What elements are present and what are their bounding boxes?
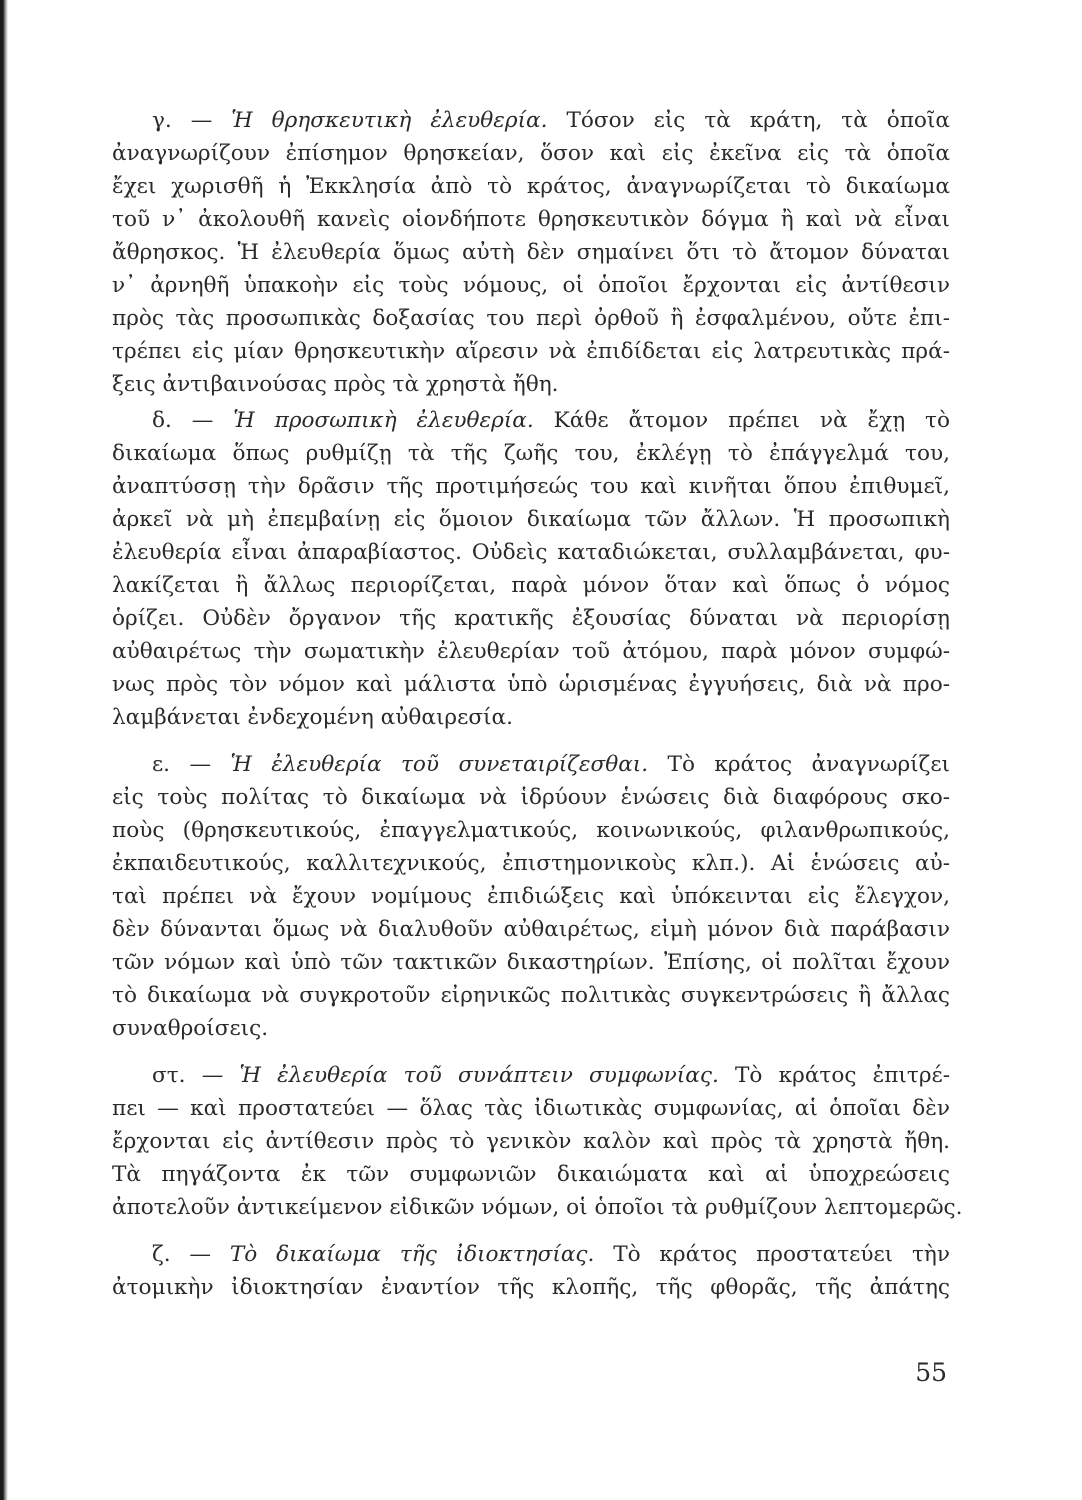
text-line: ἀναγνωρίζουν ἐπίσημον θρησκείαν, ὅσον καὶ εἰς ἐκεῖνα εἰς τὰ ὁποῖα	[112, 141, 950, 166]
section-heading: Τὸ δικαίωμα τῆς ἰδιοκτησίας.	[229, 1242, 595, 1267]
text-line: ἀναπτύσσῃ τὴν δρᾶσιν τῆς προτιμήσεώς του καὶ κινῆται ὅπου ἐπιθυμεῖ,	[112, 474, 950, 499]
text-line: τοῦ ν᾽ ἀκολουθῆ κανεὶς οἱονδήποτε θρησκευτικὸν δόγμα ἢ καὶ νὰ εἶναι	[112, 207, 950, 232]
heading-prefix: γ. —	[152, 108, 232, 133]
section-heading: Ἡ θρησκευτικὴ ἐλευθερία.	[231, 108, 548, 133]
text-line: ἐλευθερία εἶναι ἀπαραβίαστος. Οὐδεὶς καταδιώκεται, συλλαμβάνεται, φυ-	[112, 540, 950, 565]
page-number: 55	[915, 1358, 947, 1387]
heading-prefix: ε. —	[152, 752, 231, 777]
paragraph-epsilon	[112, 748, 950, 1045]
text-line: δὲν δύνανται ὅμως νὰ διαλυθοῦν αὐθαιρέτως, εἰμὴ μόνον διὰ παράβασιν	[112, 917, 950, 942]
paragraph-delta	[112, 404, 950, 734]
text-line: συναθροίσεις.	[112, 1016, 269, 1041]
heading-prefix: ζ. —	[152, 1242, 230, 1267]
text-line: ὁρίζει. Οὐδὲν ὄργανον τῆς κρατικῆς ἐξουσίας δύναται νὰ περιορίσῃ	[112, 606, 950, 631]
page-body	[112, 104, 963, 1304]
text-line: ν᾽ ἀρνηθῆ ὑπακοὴν εἰς τοὺς νόμους, οἱ ὁποῖοι ἔρχονται εἰς ἀντίθεσιν	[112, 273, 950, 298]
text-line: λαμβάνεται ἐνδεχομένη αὐθαιρεσία.	[112, 705, 513, 730]
paragraph-heading-line	[112, 748, 950, 781]
page-binding-edge	[0, 0, 8, 1500]
text-line: τρέπει εἰς μίαν θρησκευτικὴν αἵρεσιν νὰ ἐπιδίδεται εἰς λατρευτικὰς πρά-	[112, 339, 950, 364]
text-line: λακίζεται ἢ ἄλλως περιορίζεται, παρὰ μόνον ὅταν καὶ ὅπως ὁ νόμος	[112, 573, 950, 598]
paragraph-stigma	[112, 1059, 963, 1224]
text-line: εἰς τοὺς πολίτας τὸ δικαίωμα νὰ ἱδρύουν ἑνώσεις διὰ διαφόρους σκο-	[112, 785, 950, 810]
text-line: πρὸς τὰς προσωπικὰς δοξασίας του περὶ ὀρθοῦ ἢ ἐσφαλμένου, οὔτε ἐπι-	[112, 306, 950, 331]
heading-rest: Τὸ κράτος ἀναγνωρίζει	[648, 752, 950, 777]
heading-rest: Κάθε ἄτομον πρέπει νὰ ἔχῃ τὸ	[533, 408, 950, 433]
text-line: ἀρκεῖ νὰ μὴ ἐπεμβαίνῃ εἰς ὅμοιον δικαίωμα τῶν ἄλλων. Ἡ προσωπικὴ	[112, 507, 950, 532]
section-heading: Ἡ ἐλευθερία τοῦ συνάπτειν συμφωνίας.	[239, 1063, 719, 1088]
heading-prefix: δ. —	[152, 408, 234, 433]
heading-rest: Τὸ κράτος ἐπιτρέ-	[718, 1063, 951, 1088]
heading-rest: Τὸ κράτος προστατεύει τὴν	[594, 1242, 950, 1267]
text-line: ταὶ πρέπει νὰ ἔχουν νομίμους ἐπιδιώξεις καὶ ὑπόκεινται εἰς ἔλεγχον,	[112, 884, 950, 909]
text-line: ἄθρησκος. Ἡ ἐλευθερία ὅμως αὐτὴ δὲν σημαίνει ὅτι τὸ ἄτομον δύναται	[112, 240, 950, 265]
text-line: Τὰ πηγάζοντα ἐκ τῶν συμφωνιῶν δικαιώματα καὶ αἱ ὑποχρεώσεις	[112, 1162, 950, 1187]
heading-rest: Τόσον εἰς τὰ κράτη, τὰ ὁποῖα	[547, 108, 950, 133]
text-line: ἀτομικὴν ἰδιοκτησίαν ἐναντίον τῆς κλοπῆς, τῆς φθορᾶς, τῆς ἀπάτης	[112, 1275, 950, 1300]
text-line: νως πρὸς τὸν νόμον καὶ μάλιστα ὑπὸ ὡρισμένας ἐγγυήσεις, διὰ νὰ προ-	[112, 672, 950, 697]
text-line: ἀποτελοῦν ἀντικείμενον εἰδικῶν νόμων, οἱ ὁποῖοι τὰ ρυθμίζουν λεπτομερῶς.	[112, 1195, 963, 1220]
paragraph-heading-line	[112, 1238, 950, 1271]
text-line: ἔρχονται εἰς ἀντίθεσιν πρὸς τὸ γενικὸν καλὸν καὶ πρὸς τὰ χρηστὰ ἤθη.	[112, 1129, 950, 1154]
text-line: ἐκπαιδευτικούς, καλλιτεχνικούς, ἐπιστημονικοὺς κλπ.). Αἱ ἑνώσεις αὐ-	[112, 851, 950, 876]
paragraph-gamma	[112, 104, 950, 401]
text-line: δικαίωμα ὅπως ρυθμίζῃ τὰ τῆς ζωῆς του, ἐκλέγῃ τὸ ἐπάγγελμά του,	[112, 441, 950, 466]
section-heading: Ἡ ἐλευθερία τοῦ συνεταιρίζεσθαι.	[230, 752, 649, 777]
text-line: ἔχει χωρισθῆ ἡ Ἐκκλησία ἀπὸ τὸ κράτος, ἀναγνωρίζεται τὸ δικαίωμα	[112, 174, 950, 199]
paragraph-heading-line	[112, 104, 950, 137]
paragraph-heading-line	[112, 1059, 950, 1092]
text-line: τὸ δικαίωμα νὰ συγκροτοῦν εἰρηνικῶς πολιτικὰς συγκεντρώσεις ἢ ἄλλας	[112, 983, 950, 1008]
heading-prefix: στ. —	[152, 1063, 240, 1088]
text-line: ξεις ἀντιβαινούσας πρὸς τὰ χρηστὰ ἤθη.	[112, 372, 559, 397]
text-line: αὐθαιρέτως τὴν σωματικὴν ἐλευθερίαν τοῦ ἀτόμου, παρὰ μόνον συμφώ-	[112, 639, 950, 664]
text-line: ποὺς (θρησκευτικούς, ἐπαγγελματικούς, κοινωνικούς, φιλανθρωπικούς,	[112, 818, 950, 843]
section-heading: Ἡ προσωπικὴ ἐλευθερία.	[233, 408, 534, 433]
paragraph-heading-line	[112, 404, 950, 437]
text-line: τῶν νόμων καὶ ὑπὸ τῶν τακτικῶν δικαστηρίων. Ἐπίσης, οἱ πολῖται ἔχουν	[112, 950, 950, 975]
text-line: πει — καὶ προστατεύει — ὅλας τὰς ἰδιωτικὰς συμφωνίας, αἱ ὁποῖαι δὲν	[112, 1096, 950, 1121]
paragraph-zeta	[112, 1238, 950, 1304]
